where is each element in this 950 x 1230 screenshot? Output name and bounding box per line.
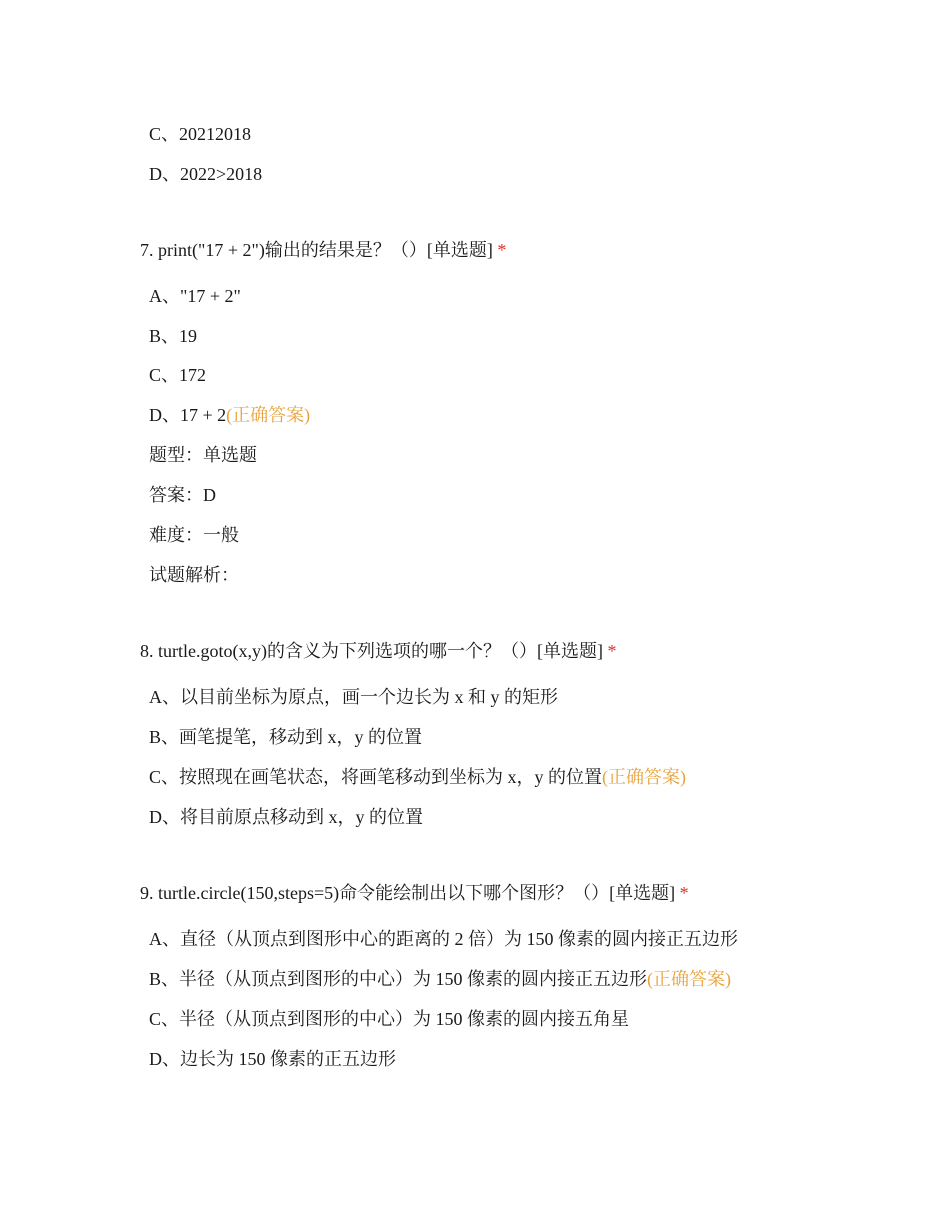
q9-correct-answer-label: (正确答案) [647, 969, 732, 989]
q7-title [140, 238, 506, 262]
q7-answer [149, 483, 216, 507]
q7-option-b [149, 324, 197, 348]
q9-option-d [149, 1047, 396, 1071]
q7-difficulty-text: 难度：一般 [149, 525, 239, 545]
q9-option-b-text: B、半径（从顶点到图形的中心）为 150 像素的圆内接正五边形 [149, 969, 648, 989]
q7-option-a [149, 284, 241, 308]
q9-option-a [149, 927, 738, 951]
q8-option-b-text: B、画笔提笔，移动到 x，y 的位置 [149, 727, 423, 747]
q9-required-mark: * [679, 883, 689, 903]
q8-option-d-text: D、将目前原点移动到 x，y 的位置 [149, 807, 423, 827]
q8-option-c-text: C、按照现在画笔状态，将画笔移动到坐标为 x，y 的位置 [149, 767, 603, 787]
q7-question-type [149, 443, 257, 467]
q7-analysis-text: 试题解析： [149, 565, 239, 585]
q8-title [140, 639, 616, 663]
q9-option-d-text: D、边长为 150 像素的正五边形 [149, 1049, 396, 1069]
q8-correct-answer-label: (正确答案) [602, 767, 687, 787]
q7-required-mark: * [497, 240, 507, 260]
q7-difficulty [149, 523, 239, 547]
q9-title-text: 9. turtle.circle(150,steps=5)命令能绘制出以下哪个图形？（）[单选题] [140, 883, 676, 903]
q7-option-c-text: C、172 [149, 365, 207, 385]
q7-analysis [149, 563, 239, 587]
q7-title-text: 7. print("17 + 2")输出的结果是？（）[单选题] [140, 240, 493, 260]
q6-option-c-text: C、20212018 [149, 124, 252, 144]
q8-option-a [149, 685, 558, 709]
q6-option-d [149, 162, 262, 186]
q8-option-b [149, 725, 422, 749]
q9-option-b [149, 967, 731, 991]
q7-option-d-text: D、17 + 2 [149, 405, 227, 425]
q6-option-c [149, 122, 251, 146]
q7-correct-answer-label: (正确答案) [226, 405, 311, 425]
q7-option-c [149, 363, 206, 387]
q9-option-c [149, 1007, 629, 1031]
q8-required-mark: * [607, 641, 617, 661]
q7-question-type-text: 题型：单选题 [149, 445, 257, 465]
q7-option-d [149, 403, 310, 427]
q8-option-a-text: A、以目前坐标为原点，画一个边长为 x 和 y 的矩形 [149, 687, 558, 707]
q8-option-c [149, 765, 686, 789]
q7-option-a-text: A、"17 + 2" [149, 286, 241, 306]
q6-option-d-text: D、2022>2018 [149, 164, 263, 184]
q8-option-d [149, 805, 423, 829]
q9-option-c-text: C、半径（从顶点到图形的中心）为 150 像素的圆内接五角星 [149, 1009, 630, 1029]
q7-option-b-text: B、19 [149, 326, 198, 346]
q7-answer-text: 答案：D [149, 485, 216, 505]
q8-title-text: 8. turtle.goto(x,y)的含义为下列选项的哪一个？（）[单选题] [140, 641, 603, 661]
q9-title [140, 881, 689, 905]
q9-option-a-text: A、直径（从顶点到图形中心的距离的 2 倍）为 150 像素的圆内接正五边形 [149, 929, 738, 949]
